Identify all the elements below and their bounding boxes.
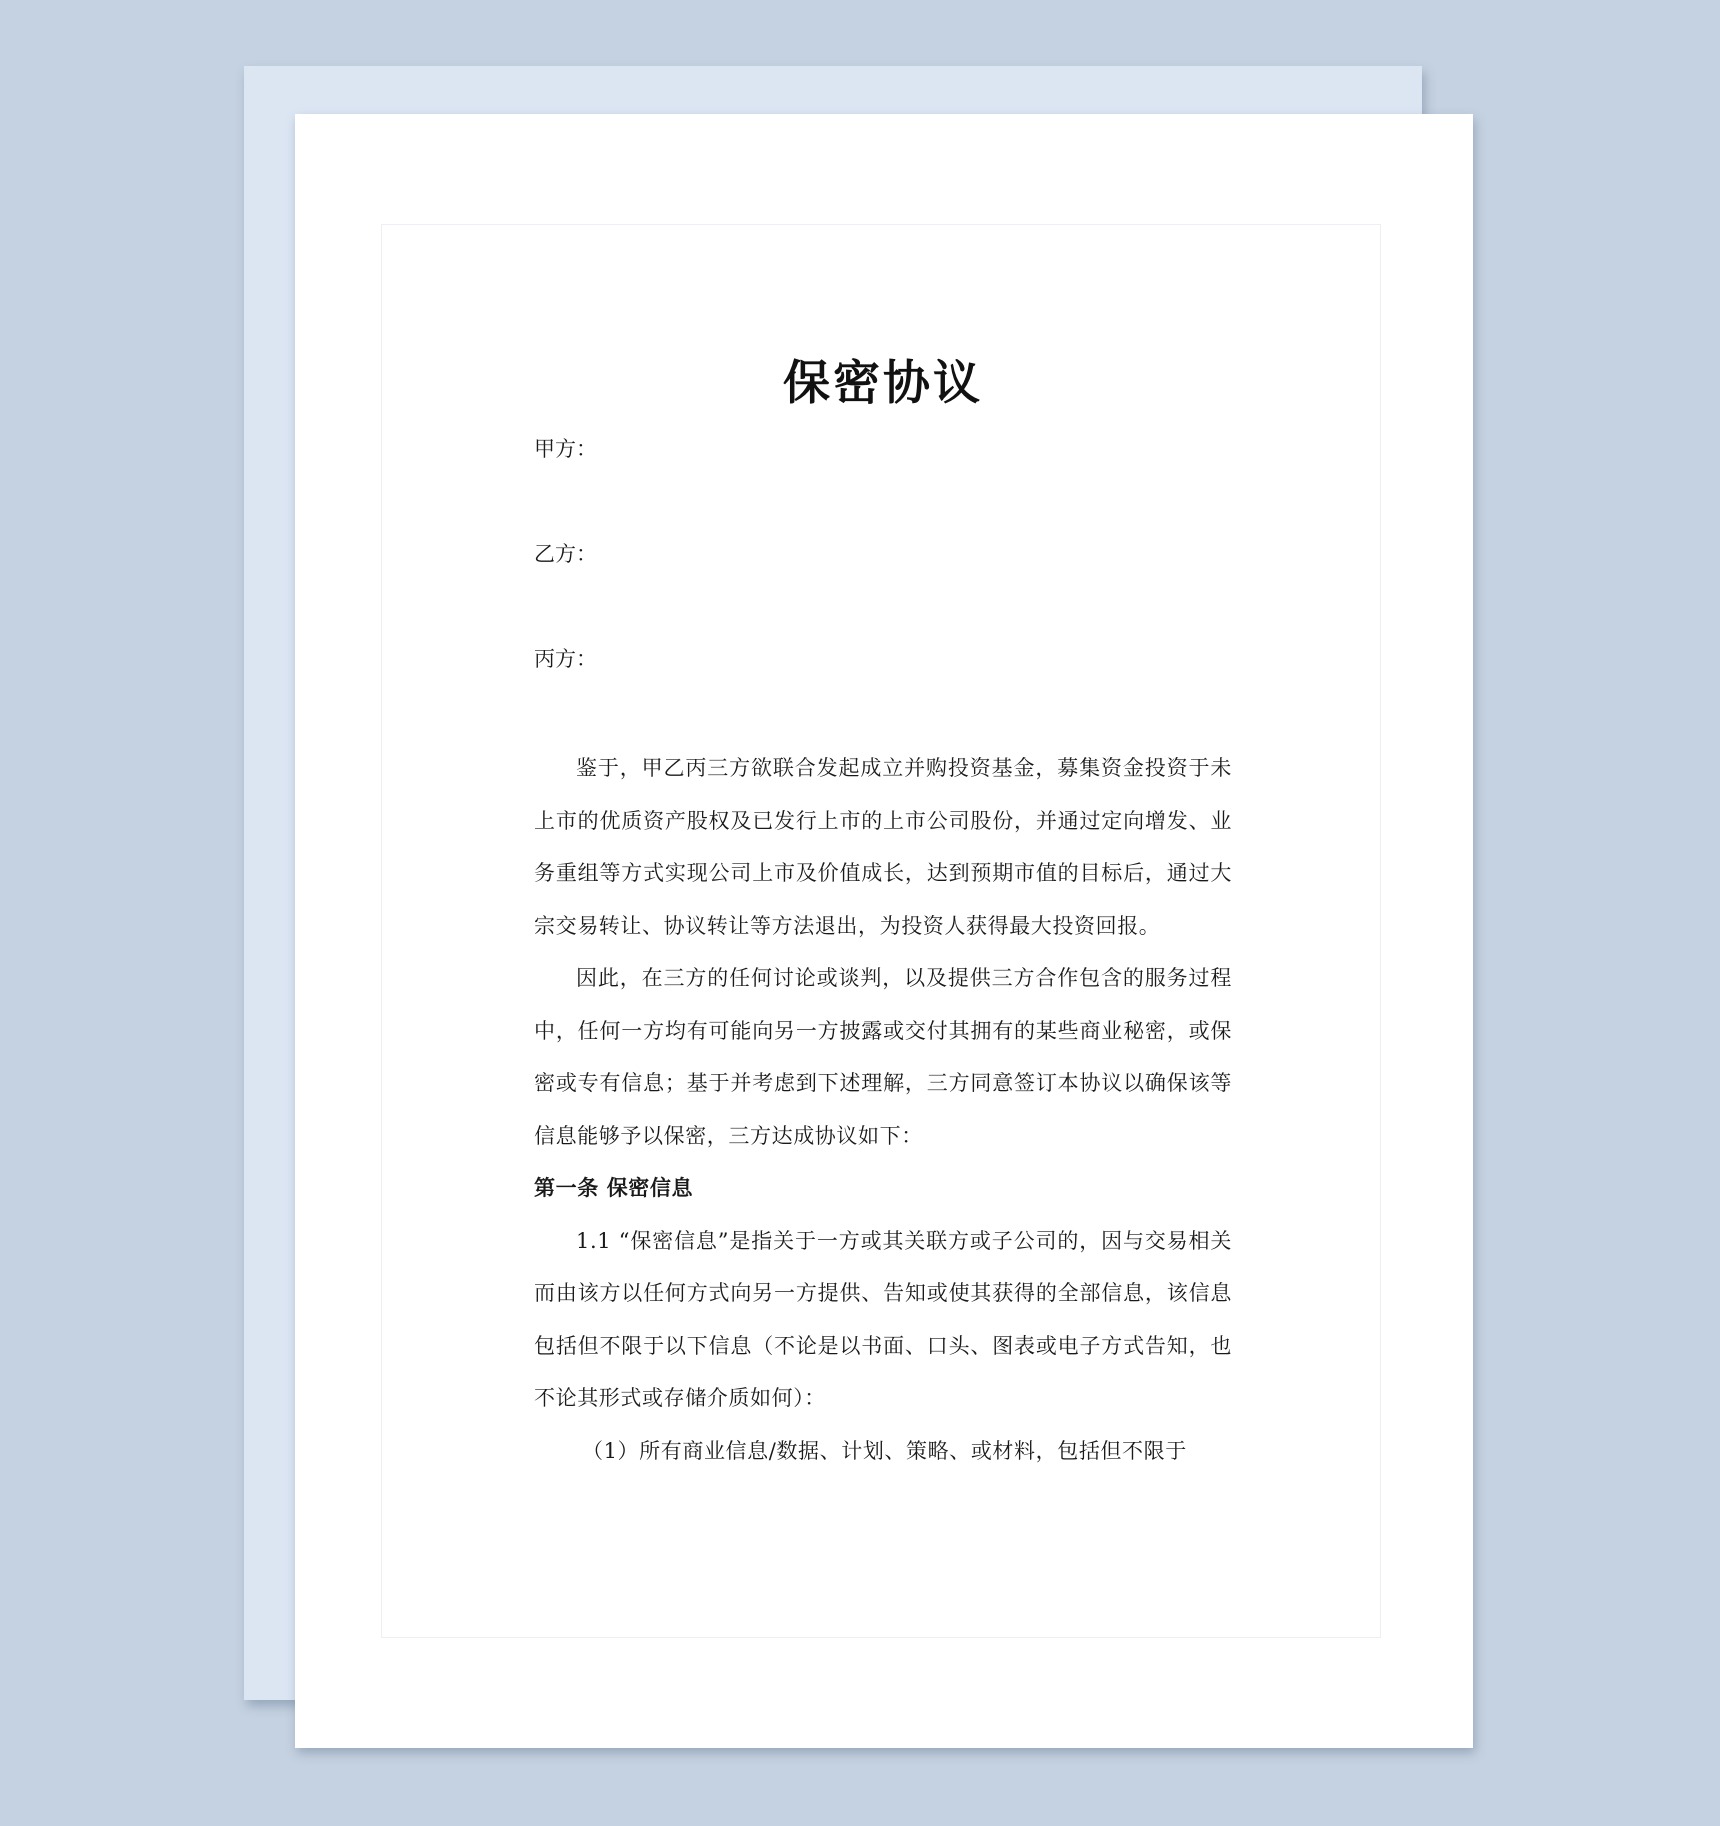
- document-page: [295, 114, 1473, 1748]
- document-body: [534, 742, 1232, 1477]
- clause-1-1-item-1: （1）所有商业信息/数据、计划、策略、或材料，包括但不限于: [582, 1438, 1187, 1463]
- document-title: 保密协议: [783, 356, 983, 411]
- party-a-label: 甲方：: [534, 437, 597, 461]
- therefore-paragraph: 因此，在三方的任何讨论或谈判，以及提供三方合作包含的服务过程中，任何一方均有可能向另一方披露或交付其拥有的某些商业秘密，或保密或专有信息；基于并考虑到下述理解，三方同意签订本协议以确保该等信息能够予以保密，三方达成协议如下：: [534, 966, 1232, 1148]
- party-b-label: 乙方：: [534, 542, 597, 566]
- clause-1-1-paragraph: 1.1 “保密信息”是指关于一方或其关联方或子公司的，因与交易相关而由该方以任何方式向另一方提供、告知或使其获得的全部信息，该信息包括但不限于以下信息（不论是以书面、口头、图表或电子方式告知，也不论其形式或存储介质如何）：: [534, 1228, 1232, 1410]
- whereas-paragraph: 鉴于，甲乙丙三方欲联合发起成立并购投资基金，募集资金投资于未上市的优质资产股权及已发行上市的上市公司股份，并通过定向增发、业务重组等方式实现公司上市及价值成长，达到预期市值的目标后，通过大宗交易转让、协议转让等方法退出，为投资人获得最大投资回报。: [534, 756, 1232, 938]
- article-1-heading: 第一条 保密信息: [534, 1175, 694, 1200]
- party-c-label: 丙方：: [534, 647, 597, 671]
